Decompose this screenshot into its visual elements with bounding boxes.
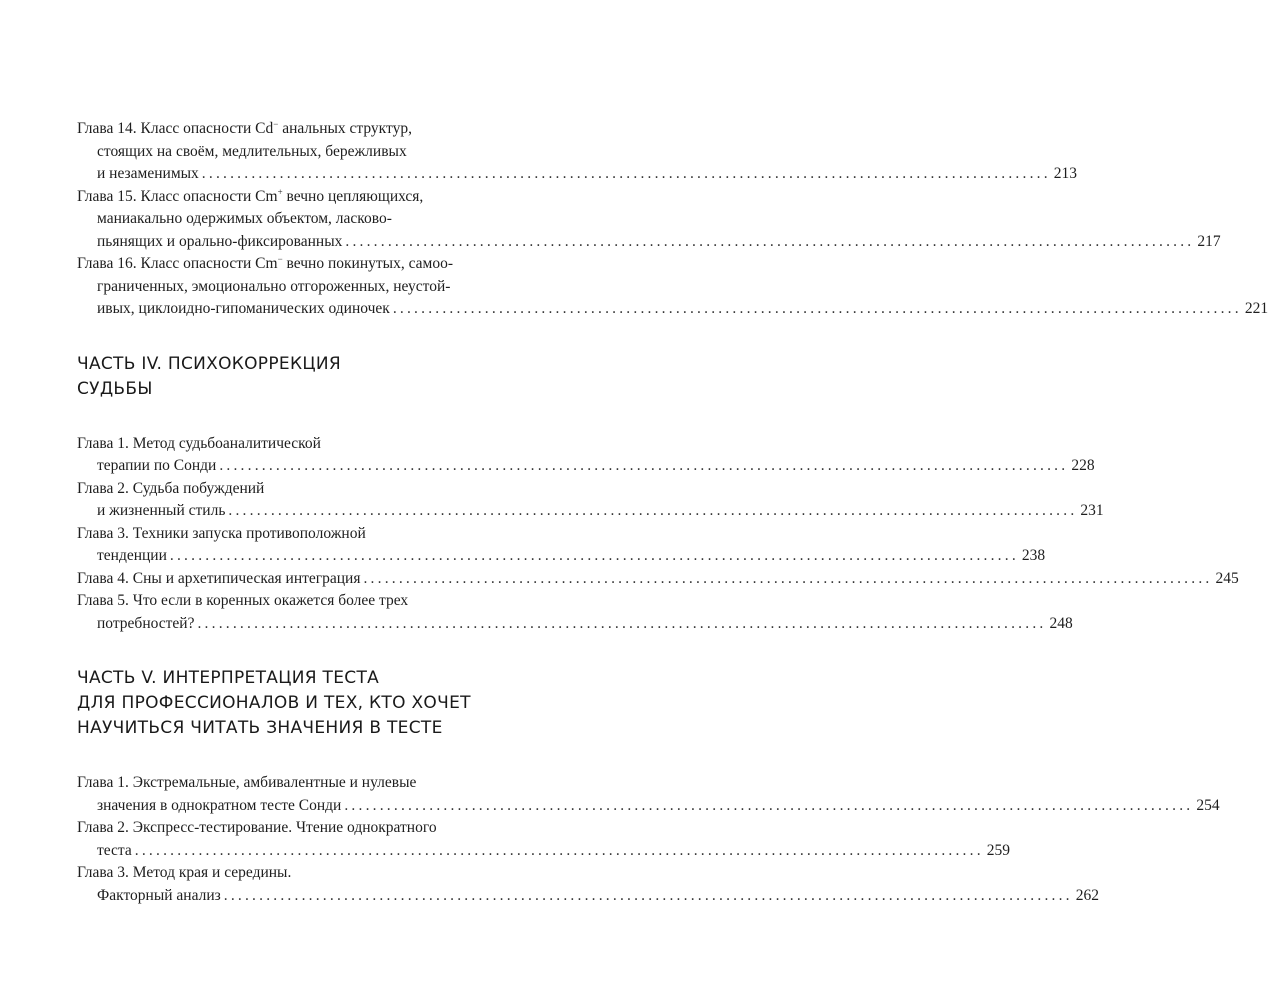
toc-entry-line: Глава 5. Что если в коренных окажется более трех [77,592,409,609]
toc-entry-chapter-16 [77,253,1268,321]
toc-entry-last-line [77,231,1221,254]
superscript-sign: + [277,186,283,197]
page-number: 262 [1075,886,1099,904]
toc-entry-line: Глава 1. Экстремальные, амбивалентные и нулевые [77,774,417,791]
page-number: 221 [1244,300,1268,317]
part-title-line: СУДЬБЫ [77,378,153,399]
toc-entry-text: Глава 14. Класс опасности Cd [77,120,274,137]
page-number: 217 [1197,232,1221,250]
dot-leader: ........................................................................................................................ [345,232,1195,250]
toc-entry-text: теста [97,841,132,859]
dot-leader: ........................................................................................................................ [219,457,1069,474]
toc-entry-part4-chapter-3 [77,523,1046,568]
page-number: 245 [1215,569,1239,587]
toc-entry-text: потребностей? [97,614,195,632]
dot-leader: ........................................................................................................................ [363,569,1213,587]
toc-entry-text: Глава 16. Класс опасности Cm [77,255,278,272]
toc-entry-part5-chapter-2 [77,817,1011,862]
table-of-contents [77,118,1268,907]
toc-entry-last-line [77,613,1073,636]
toc-entry-text: вечно цепляющихся, [282,187,424,205]
toc-entry-line: маниакально одержимых объектом, ласково- [97,210,392,227]
toc-entry-chapter-14 [77,118,1078,186]
toc-entry-text: тенденции [97,547,167,564]
page-number: 259 [986,841,1011,859]
toc-entry-part5-chapter-1 [77,772,1220,817]
dot-leader: ........................................................................................................................ [223,886,1073,904]
toc-entry-part5-chapter-3 [77,862,1099,907]
toc-entry-part4-chapter-4 [77,568,1239,591]
page-number: 228 [1071,457,1095,474]
toc-entry-chapter-15 [77,186,1221,254]
part-4-title [77,352,503,402]
part-title-line: ЧАСТЬ V. ИНТЕРПРЕТАЦИЯ ТЕСТА [77,668,380,688]
toc-entry-text: Глава 4. Сны и архетипическая интеграция [77,569,361,587]
page-number: 248 [1049,614,1073,632]
toc-entry-line: Глава 3. Метод края и середины. [77,864,292,881]
toc-entry-text: Глава 15. Класс опасности Cm [77,187,278,205]
page-number: 254 [1196,796,1220,814]
dot-leader: ........................................................................................................................ [134,841,984,859]
page-number: 213 [1053,165,1078,182]
toc-entry-text: и незаменимых [97,165,199,182]
dot-leader: ........................................................................................................................ [201,165,1051,182]
toc-entry-text: значения в однократном тесте Сонди [97,796,342,814]
toc-entry-part4-chapter-1 [77,433,1095,478]
part-title-line: ЧАСТЬ IV. ПСИХОКОРРЕКЦИЯ [77,353,341,374]
toc-entry-last-line [77,885,1099,908]
toc-entry-line [77,186,503,209]
dot-leader: ........................................................................................................................ [228,502,1078,519]
dot-leader: ........................................................................................................................ [197,614,1047,632]
part-title-line: НАУЧИТЬСЯ ЧИТАТЬ ЗНАЧЕНИЯ В ТЕСТЕ [77,718,443,738]
part-title-line: ДЛЯ ПРОФЕССИОНАЛОВ И ТЕХ, КТО ХОЧЕТ [77,693,471,713]
page-number: 238 [1021,547,1046,564]
toc-entry-line [77,253,503,276]
superscript-sign: − [273,119,279,129]
toc-entry-line: стоящих на своём, медлительных, бережливых [97,142,407,160]
toc-entry-last-line [77,500,1104,523]
toc-entry-line [77,118,503,141]
toc-entry-last-line [77,840,1011,863]
toc-entry-last-line [77,163,1078,186]
toc-entry-text: пьянящих и орально-фиксированных [97,232,343,250]
toc-entry-text: терапии по Сонди [97,457,217,474]
toc-entry-line: Глава 1. Метод судьбоаналитической [77,434,321,452]
part-5-title [77,666,503,741]
toc-entry-part4-chapter-5 [77,590,1073,635]
toc-entry-last-line [77,298,1268,321]
page-number: 231 [1080,502,1104,519]
toc-entry-line: Глава 3. Техники запуска противоположной [77,524,366,542]
toc-entry-last-line [77,545,1046,568]
dot-leader: ........................................................................................................................ [392,300,1242,317]
superscript-sign: − [277,254,283,264]
toc-entry-last-line [77,455,1095,478]
dot-leader: ........................................................................................................................ [169,547,1019,564]
toc-entry-line: Глава 2. Судьба побуждений [77,479,265,497]
toc-entry-last-line [77,795,1220,818]
toc-entry-text: ивых, циклоидно-гипоманических одиночек [97,300,390,317]
toc-entry-text: Факторный анализ [97,886,221,904]
toc-entry-line: Глава 2. Экспресс-тестирование. Чтение однократного [77,819,437,836]
toc-entry-text: и жизненный стиль [97,502,226,519]
toc-entry-text: вечно покинутых, самоо- [282,255,453,272]
toc-entry-last-line [77,568,1239,591]
toc-entry-text: анальных структур, [278,120,412,137]
dot-leader: ........................................................................................................................ [344,796,1194,814]
toc-entry-part4-chapter-2 [77,478,1104,523]
toc-entry-line: граниченных, эмоционально отгороженных, неустой- [97,277,451,295]
